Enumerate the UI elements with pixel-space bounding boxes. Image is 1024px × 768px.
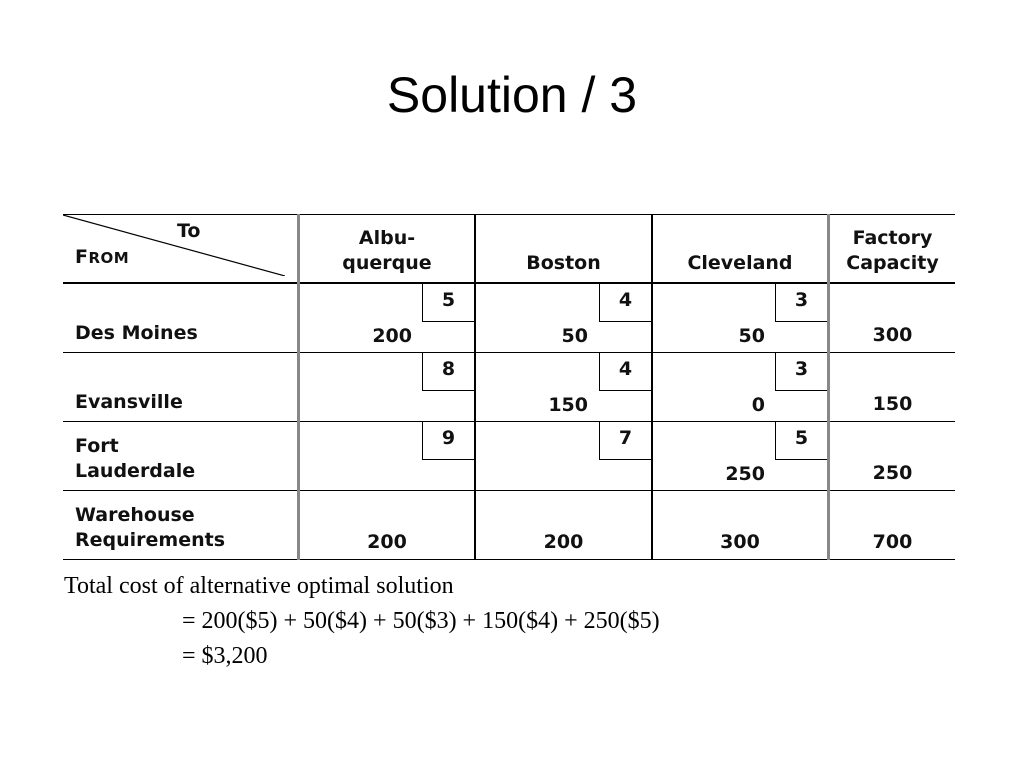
- unit-cost-box: 5: [775, 422, 827, 460]
- table-row: [63, 422, 955, 491]
- cost-formula: = 200($5) + 50($4) + 50($3) + 150($4) + 250($5): [182, 608, 660, 634]
- requirement-value: 300: [652, 491, 829, 560]
- col-header-cleveland: Cleveland: [652, 215, 829, 284]
- table-row: [63, 283, 955, 353]
- transportation-table: [63, 214, 955, 560]
- slide-title: Solution / 3: [386, 67, 638, 123]
- cell: [299, 283, 476, 353]
- allocation: 250: [725, 463, 765, 485]
- corner-cell: [63, 215, 299, 284]
- unit-cost-box: 9: [422, 422, 474, 460]
- row-label: Evansville: [63, 353, 299, 422]
- allocation: 50: [561, 325, 588, 347]
- cell: [299, 353, 476, 422]
- capacity-value: 300: [829, 283, 956, 353]
- unit-cost-box: 7: [599, 422, 651, 460]
- cell: [299, 422, 476, 491]
- unit-cost-box: 8: [422, 353, 474, 391]
- table-row: [63, 353, 955, 422]
- cost-summary-heading: Total cost of alternative optimal solution: [64, 573, 454, 599]
- cell: [652, 422, 829, 491]
- capacity-value: 250: [829, 422, 956, 491]
- col-header-boston: Boston: [475, 215, 652, 284]
- unit-cost-box: 5: [422, 284, 474, 322]
- row-label: Fort Lauderdale: [63, 422, 299, 491]
- requirement-value: 200: [475, 491, 652, 560]
- cell: [475, 353, 652, 422]
- table-header-row: [63, 215, 955, 284]
- capacity-value: 150: [829, 353, 956, 422]
- col-header-albuquerque: Albu- querque: [299, 215, 476, 284]
- allocation: 50: [738, 325, 765, 347]
- corner-to-label: To: [177, 220, 201, 242]
- total-value: 700: [829, 491, 956, 560]
- allocation: 150: [548, 394, 588, 416]
- cell: [475, 283, 652, 353]
- allocation: 0: [751, 394, 765, 416]
- row-label: Warehouse Requirements: [63, 491, 299, 560]
- cell: [475, 422, 652, 491]
- allocation: 200: [372, 325, 412, 347]
- unit-cost-box: 3: [775, 353, 827, 391]
- corner-from-label: FROM: [75, 246, 130, 268]
- requirement-value: 200: [299, 491, 476, 560]
- requirements-row: [63, 491, 955, 560]
- unit-cost-box: 4: [599, 353, 651, 391]
- cost-summary: [64, 570, 660, 675]
- cell: [652, 353, 829, 422]
- row-label: Des Moines: [63, 283, 299, 353]
- unit-cost-box: 3: [775, 284, 827, 322]
- unit-cost-box: 4: [599, 284, 651, 322]
- cell: [652, 283, 829, 353]
- cost-total: = $3,200: [182, 643, 268, 669]
- col-header-capacity: Factory Capacity: [829, 215, 956, 284]
